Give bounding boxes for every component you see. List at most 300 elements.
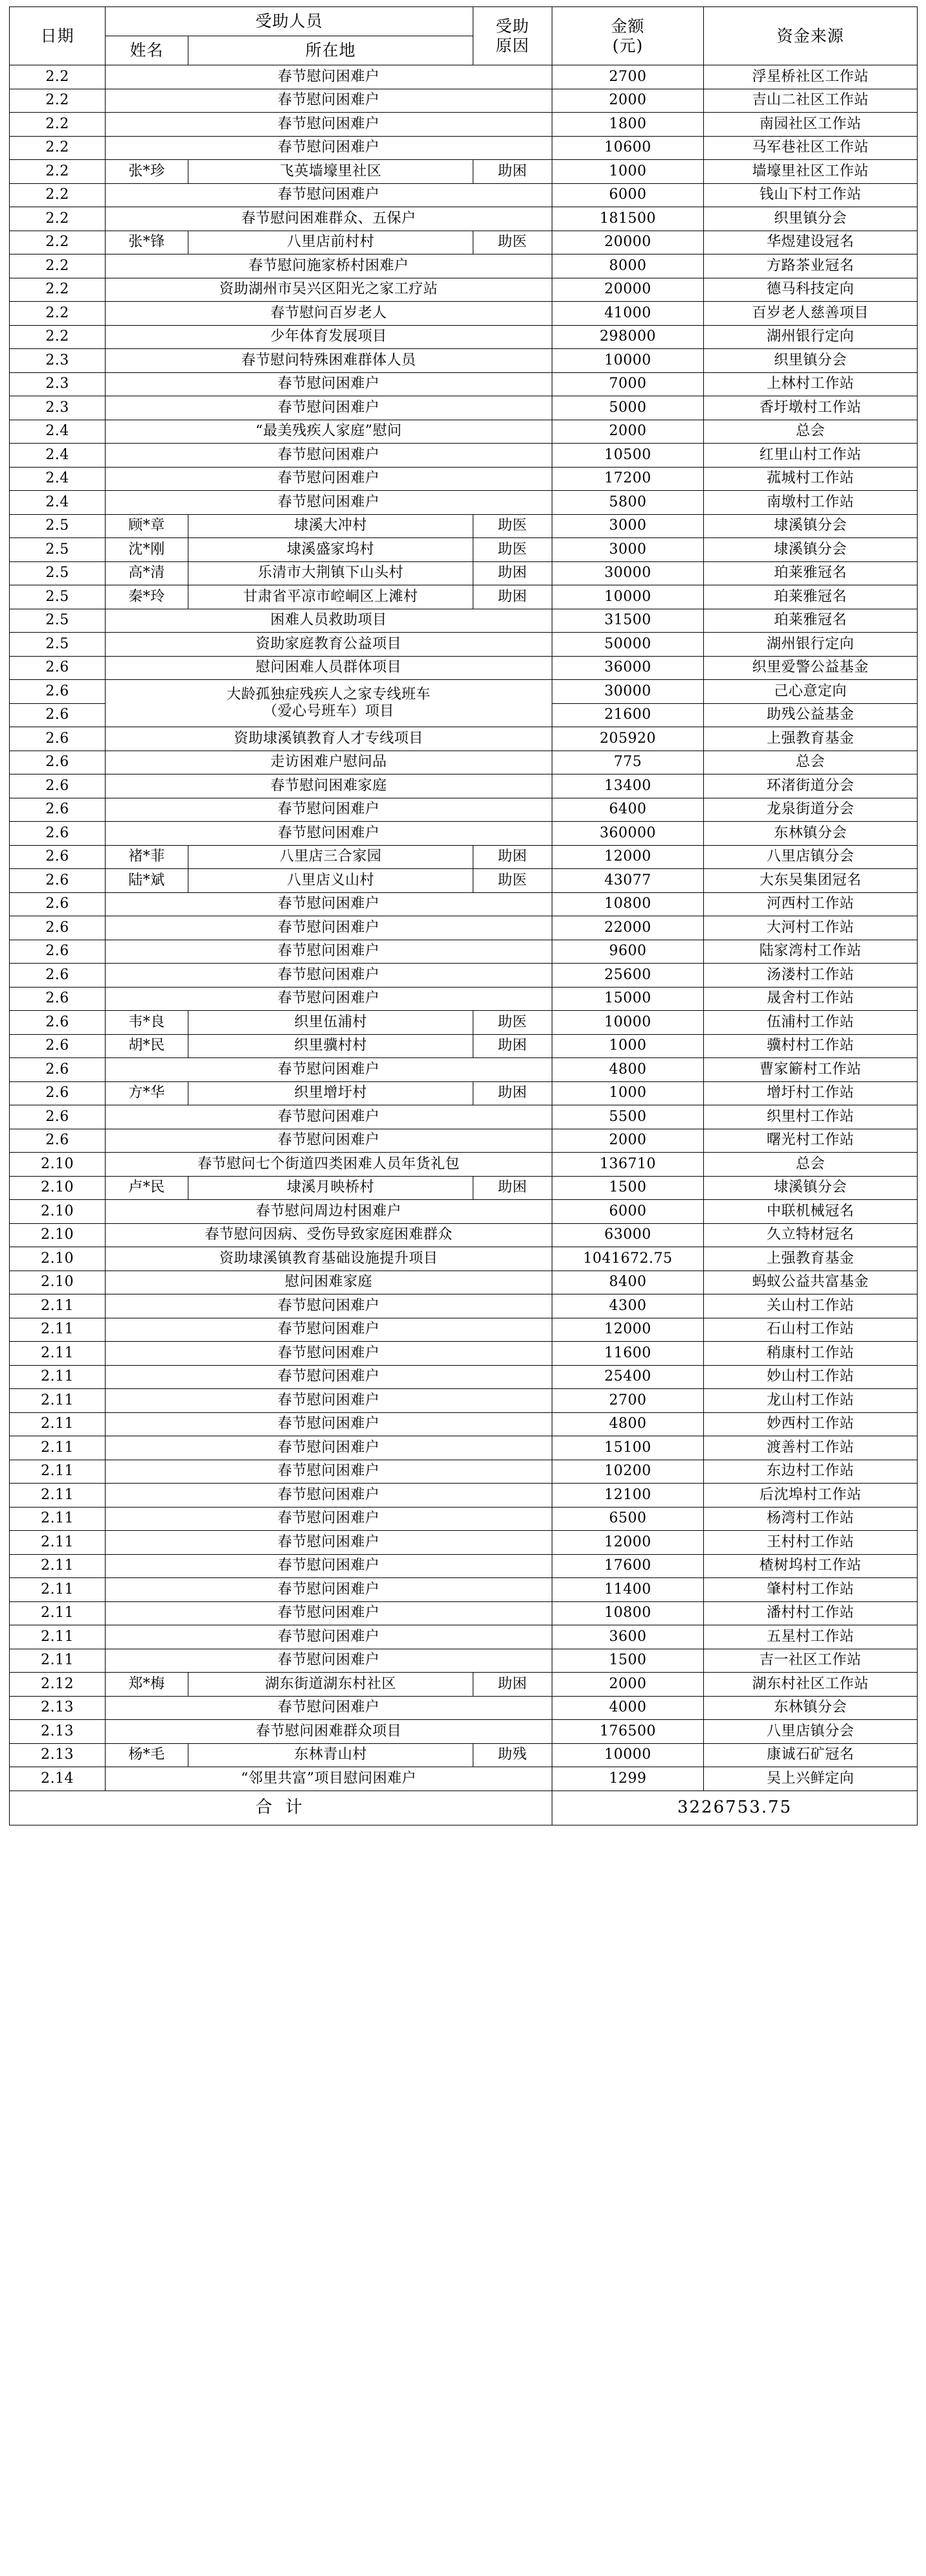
cell-place: 春节慰问困难户 [106,467,552,491]
table-row [10,1105,918,1129]
cell-place: 埭溪盛家坞村 [188,538,473,562]
cell-date: 2.2 [10,89,106,113]
cell-source: 妙山村工作站 [704,1365,918,1389]
cell-date: 2.10 [10,1271,106,1294]
cell-source: 珀莱雅冠名 [704,609,918,633]
col-header-date: 日期 [10,7,106,65]
table-row [10,491,918,515]
cell-place: 湖东街道湖东村社区 [188,1673,473,1697]
table-row [10,774,918,798]
cell-amount: 25600 [552,964,704,988]
cell-amount: 205920 [552,727,704,751]
table-body [10,65,918,1791]
cell-source: 东边村工作站 [704,1460,918,1484]
table-row [10,940,918,964]
aid-detail-table [9,6,918,1825]
cell-place: 春节慰问困难户 [106,987,552,1011]
cell-amount: 1000 [552,1081,704,1105]
cell-source: 织里镇分会 [704,349,918,373]
cell-place: 春节慰问特殊困难群体人员 [106,349,552,373]
cell-place: 春节慰问困难户 [106,1342,552,1366]
table-row [10,1696,918,1720]
cell-name: 张*珍 [106,160,188,184]
cell-amount: 22000 [552,916,704,940]
table-row [10,207,918,231]
table-row [10,1081,918,1105]
cell-date: 2.2 [10,183,106,207]
table-row [10,1436,918,1460]
cell-place: 东林青山村 [188,1743,473,1767]
cell-amount: 136710 [552,1153,704,1177]
col-header-recipient-group: 受助人员 [106,7,473,36]
table-row [10,444,918,468]
cell-date: 2.6 [10,987,106,1011]
cell-date: 2.4 [10,420,106,444]
cell-source: 上强教育基金 [704,727,918,751]
cell-date: 2.2 [10,325,106,349]
cell-date: 2.11 [10,1460,106,1484]
cell-source: 潘村村工作站 [704,1601,918,1625]
cell-place: 春节慰问困难户 [106,964,552,988]
cell-date: 2.5 [10,633,106,657]
cell-source: 红里山村工作站 [704,444,918,468]
cell-date: 2.11 [10,1531,106,1555]
cell-place: 春节慰问困难户 [106,1436,552,1460]
cell-source: 珀莱雅冠名 [704,561,918,585]
cell-name: 方*华 [106,1081,188,1105]
table-row [10,302,918,326]
cell-place: 春节慰问困难户 [106,1129,552,1153]
cell-amount: 11400 [552,1578,704,1602]
cell-date: 2.6 [10,751,106,774]
cell-place: 乐清市大荆镇下山头村 [188,561,473,585]
table-row [10,1223,918,1247]
cell-name: 胡*民 [106,1034,188,1058]
cell-amount: 21600 [552,703,704,727]
table-row [10,1578,918,1602]
table-row [10,916,918,940]
cell-source: 吉一社区工作站 [704,1649,918,1673]
cell-amount: 30000 [552,680,704,704]
cell-date: 2.11 [10,1389,106,1413]
cell-date: 2.4 [10,467,106,491]
table-row [10,65,918,89]
cell-amount: 1800 [552,113,704,137]
cell-amount: 15000 [552,987,704,1011]
cell-name: 韦*良 [106,1011,188,1035]
cell-place: 春节慰问七个街道四类困难人员年货礼包 [106,1153,552,1177]
cell-source: 八里店镇分会 [704,845,918,869]
cell-amount: 10800 [552,1601,704,1625]
cell-source: 环渚街道分会 [704,774,918,798]
col-header-reason-line2: 原因 [495,36,530,55]
table-row [10,396,918,420]
cell-amount: 9600 [552,940,704,964]
cell-date: 2.2 [10,65,106,89]
cell-amount: 1500 [552,1176,704,1200]
cell-source: 助残公益基金 [704,703,918,727]
cell-date: 2.6 [10,916,106,940]
cell-name: 陆*斌 [106,869,188,893]
cell-reason: 助医 [473,538,552,562]
cell-source: 陆家湾村工作站 [704,940,918,964]
cell-source: 王村村工作站 [704,1531,918,1555]
cell-name: 顾*章 [106,514,188,538]
cell-source: 德马科技定向 [704,278,918,302]
cell-amount: 2000 [552,89,704,113]
table-row [10,254,918,278]
cell-amount: 7000 [552,372,704,396]
cell-amount: 2700 [552,65,704,89]
cell-date: 2.11 [10,1342,106,1366]
cell-amount: 6400 [552,798,704,822]
cell-amount: 5000 [552,396,704,420]
cell-place: 春节慰问困难户 [106,1412,552,1436]
cell-place: 资助湖州市吴兴区阳光之家工疗站 [106,278,552,302]
cell-place: 慰问困难人员群体项目 [106,656,552,680]
cell-source: 石山村工作站 [704,1318,918,1342]
cell-source: 吉山二社区工作站 [704,89,918,113]
cell-amount: 17200 [552,467,704,491]
table-row [10,538,918,562]
cell-date: 2.6 [10,822,106,846]
cell-place: 慰问困难家庭 [106,1271,552,1294]
table-row [10,349,918,373]
cell-source: 湖东村社区工作站 [704,1673,918,1697]
cell-reason: 助困 [473,1673,552,1697]
cell-amount: 10200 [552,1460,704,1484]
cell-place: 春节慰问困难户 [106,1578,552,1602]
col-header-reason [473,7,552,65]
cell-place: 春节慰问施家桥村困难户 [106,254,552,278]
table-row [10,514,918,538]
col-header-amount [552,7,704,65]
cell-amount: 10000 [552,1743,704,1767]
cell-date: 2.13 [10,1696,106,1720]
cell-amount: 36000 [552,656,704,680]
col-header-name: 姓名 [106,36,188,65]
cell-place: 资助埭溪镇教育人才专线项目 [106,727,552,751]
cell-date: 2.5 [10,609,106,633]
cell-reason: 助困 [473,1081,552,1105]
cell-date: 2.6 [10,940,106,964]
cell-source: 关山村工作站 [704,1294,918,1318]
cell-place: 春节慰问困难户 [106,1058,552,1082]
col-header-amount-line2: (元) [612,36,644,55]
table-row [10,964,918,988]
cell-amount: 1041672.75 [552,1247,704,1271]
cell-place: 春节慰问困难户 [106,1484,552,1508]
cell-source: 己心意定向 [704,680,918,704]
cell-source: 康诚石矿冠名 [704,1743,918,1767]
cell-reason: 助医 [473,231,552,254]
cell-source: 埭溪镇分会 [704,1176,918,1200]
cell-source: 织里镇分会 [704,207,918,231]
table-row [10,1484,918,1508]
cell-source: 稍康村工作站 [704,1342,918,1366]
table-row [10,798,918,822]
cell-source: 晟舍村工作站 [704,987,918,1011]
cell-name: 张*锋 [106,231,188,254]
cell-amount: 10600 [552,136,704,160]
cell-reason: 助医 [473,514,552,538]
cell-date: 2.11 [10,1649,106,1673]
cell-place-line2: （爱心号班车）项目 [263,703,394,719]
cell-name: 高*清 [106,561,188,585]
table-row [10,633,918,657]
cell-date: 2.6 [10,1081,106,1105]
cell-source: 墙壕里社区工作站 [704,160,918,184]
cell-amount: 63000 [552,1223,704,1247]
cell-source: 增圩村工作站 [704,1081,918,1105]
table-row [10,680,918,704]
cell-source: 总会 [704,1153,918,1177]
cell-date: 2.6 [10,845,106,869]
table-row [10,1271,918,1294]
cell-source: 伍浦村工作站 [704,1011,918,1035]
cell-date: 2.11 [10,1507,106,1531]
table-row [10,372,918,396]
cell-place: 春节慰问困难户 [106,892,552,916]
cell-date: 2.11 [10,1554,106,1578]
col-header-source: 资金来源 [704,7,918,65]
cell-source: 龙泉街道分会 [704,798,918,822]
cell-name: 沈*刚 [106,538,188,562]
cell-place: 春节慰问困难户 [106,491,552,515]
cell-amount: 8400 [552,1271,704,1294]
cell-amount: 12100 [552,1484,704,1508]
cell-place: 春节慰问困难户 [106,1507,552,1531]
cell-place: 困难人员救助项目 [106,609,552,633]
cell-amount: 176500 [552,1720,704,1744]
cell-place: 春节慰问困难户 [106,65,552,89]
table-row [10,113,918,137]
cell-reason: 助困 [473,561,552,585]
cell-place: 春节慰问困难户 [106,1696,552,1720]
cell-amount: 4800 [552,1412,704,1436]
table-row [10,585,918,609]
cell-amount: 2000 [552,1129,704,1153]
cell-date: 2.5 [10,585,106,609]
cell-place: 织里增圩村 [188,1081,473,1105]
cell-amount: 4300 [552,1294,704,1318]
cell-place: 春节慰问困难户 [106,1554,552,1578]
cell-place: 八里店前村村 [188,231,473,254]
cell-date: 2.10 [10,1200,106,1224]
cell-date: 2.10 [10,1247,106,1271]
cell-date: 2.6 [10,1105,106,1129]
table-row [10,1153,918,1177]
cell-amount: 12000 [552,1531,704,1555]
cell-place: 织里伍浦村 [188,1011,473,1035]
cell-name: 秦*玲 [106,585,188,609]
cell-place: 八里店义山村 [188,869,473,893]
table-row [10,1767,918,1791]
cell-source: 曹家簖村工作站 [704,1058,918,1082]
cell-place: 少年体育发展项目 [106,325,552,349]
cell-amount: 13400 [552,774,704,798]
cell-amount: 2000 [552,1673,704,1697]
cell-amount: 360000 [552,822,704,846]
cell-source: 大河村工作站 [704,916,918,940]
cell-amount: 30000 [552,561,704,585]
table-row [10,561,918,585]
cell-place: 春节慰问困难户 [106,444,552,468]
table-row [10,1365,918,1389]
cell-date: 2.13 [10,1743,106,1767]
cell-source: 织里村工作站 [704,1105,918,1129]
cell-date: 2.5 [10,514,106,538]
cell-date: 2.2 [10,160,106,184]
cell-reason: 助困 [473,1176,552,1200]
cell-place: 春节慰问困难户 [106,89,552,113]
cell-amount: 4800 [552,1058,704,1082]
table-row [10,1011,918,1035]
table-row [10,987,918,1011]
cell-source: 渡善村工作站 [704,1436,918,1460]
cell-date: 2.6 [10,1034,106,1058]
cell-date: 2.11 [10,1318,106,1342]
cell-date: 2.4 [10,444,106,468]
table-row [10,1058,918,1082]
cell-source: 上强教育基金 [704,1247,918,1271]
cell-date: 2.2 [10,207,106,231]
cell-reason: 助残 [473,1743,552,1767]
table-row [10,1247,918,1271]
table-header [10,7,918,65]
cell-date: 2.13 [10,1720,106,1744]
cell-amount: 5500 [552,1105,704,1129]
cell-source: 华煜建设冠名 [704,231,918,254]
cell-place: 春节慰问困难家庭 [106,774,552,798]
cell-date: 2.3 [10,372,106,396]
cell-date: 2.11 [10,1578,106,1602]
cell-place: 春节慰问百岁老人 [106,302,552,326]
table-row [10,1673,918,1697]
cell-place: “最美残疾人家庭”慰问 [106,420,552,444]
cell-amount: 11600 [552,1342,704,1366]
cell-place: 春节慰问困难户 [106,1649,552,1673]
table-row [10,89,918,113]
cell-place: 春节慰问困难群众、五保户 [106,207,552,231]
cell-date: 2.2 [10,113,106,137]
cell-reason: 助困 [473,160,552,184]
cell-place-line1: 大龄孤独症残疾人之家专线班车 [227,686,431,703]
cell-source: 方路茶业冠名 [704,254,918,278]
cell-amount: 8000 [552,254,704,278]
cell-date: 2.11 [10,1294,106,1318]
cell-source: 南墩村工作站 [704,491,918,515]
cell-date: 2.2 [10,302,106,326]
cell-amount: 12000 [552,845,704,869]
cell-amount: 5800 [552,491,704,515]
table-row [10,1507,918,1531]
cell-source: 马军巷社区工作站 [704,136,918,160]
header-row-1 [10,7,918,36]
cell-reason: 助困 [473,1034,552,1058]
cell-place: 埭溪大冲村 [188,514,473,538]
cell-date: 2.11 [10,1412,106,1436]
cell-amount: 3000 [552,538,704,562]
cell-place: 春节慰问困难户 [106,822,552,846]
table-row [10,231,918,254]
cell-source: 肇村村工作站 [704,1578,918,1602]
cell-source: 湖州银行定向 [704,325,918,349]
cell-place: 春节慰问困难户 [106,136,552,160]
cell-date: 2.4 [10,491,106,515]
cell-place: 春节慰问困难户 [106,1365,552,1389]
cell-source: 后沈埠村工作站 [704,1484,918,1508]
table-row [10,845,918,869]
cell-date: 2.6 [10,774,106,798]
cell-date: 2.6 [10,1058,106,1082]
cell-source: 中联机械冠名 [704,1200,918,1224]
cell-amount: 298000 [552,325,704,349]
cell-amount: 50000 [552,633,704,657]
cell-amount: 15100 [552,1436,704,1460]
cell-date: 2.11 [10,1601,106,1625]
cell-place: “邻里共富”项目慰问困难户 [106,1767,552,1791]
cell-source: 东林镇分会 [704,822,918,846]
cell-amount: 775 [552,751,704,774]
cell-date: 2.2 [10,231,106,254]
col-header-place: 所在地 [188,36,473,65]
total-value: 3226753.75 [552,1791,918,1825]
cell-place: 春节慰问困难户 [106,1389,552,1413]
cell-source: 龙山村工作站 [704,1389,918,1413]
cell-name: 杨*毛 [106,1743,188,1767]
table-row [10,1412,918,1436]
cell-date: 2.11 [10,1436,106,1460]
cell-amount: 1000 [552,1034,704,1058]
cell-date: 2.6 [10,680,106,704]
table-row [10,1649,918,1673]
cell-place: 走访困难户慰问品 [106,751,552,774]
cell-source: 曙光村工作站 [704,1129,918,1153]
cell-amount: 6500 [552,1507,704,1531]
table-row [10,1200,918,1224]
total-label: 合 计 [10,1791,552,1825]
cell-amount: 17600 [552,1554,704,1578]
cell-source: 织里爱警公益基金 [704,656,918,680]
cell-name: 卢*民 [106,1176,188,1200]
cell-source: 妙西村工作站 [704,1412,918,1436]
cell-place: 春节慰问困难户 [106,940,552,964]
cell-amount: 43077 [552,869,704,893]
cell-place: 资助埭溪镇教育基础设施提升项目 [106,1247,552,1271]
cell-source: 杨湾村工作站 [704,1507,918,1531]
cell-source: 河西村工作站 [704,892,918,916]
cell-amount: 4000 [552,1696,704,1720]
cell-date: 2.2 [10,136,106,160]
cell-place: 春节慰问困难户 [106,1460,552,1484]
table-row [10,822,918,846]
cell-date: 2.14 [10,1767,106,1791]
cell-place: 春节慰问困难户 [106,1625,552,1649]
cell-reason: 助医 [473,869,552,893]
cell-place: 春节慰问因病、受伤导致家庭困难群众 [106,1223,552,1247]
table-row [10,751,918,774]
cell-amount: 181500 [552,207,704,231]
cell-place: 春节慰问困难户 [106,372,552,396]
cell-place: 飞英墙壕里社区 [188,160,473,184]
cell-amount: 10500 [552,444,704,468]
table-row [10,278,918,302]
cell-date: 2.10 [10,1176,106,1200]
cell-date: 2.5 [10,538,106,562]
cell-amount: 6000 [552,1200,704,1224]
cell-date: 2.12 [10,1673,106,1697]
